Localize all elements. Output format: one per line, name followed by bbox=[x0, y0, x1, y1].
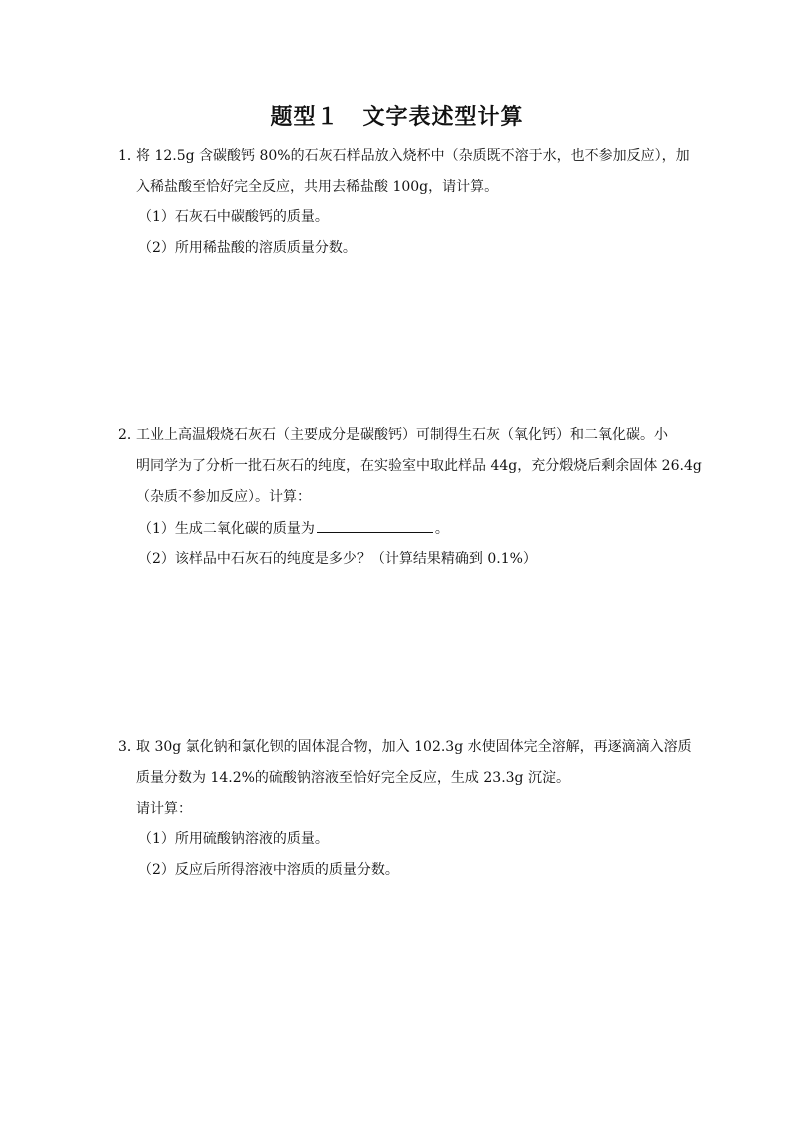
question-1-line-1: 将 12.5g 含碳酸钙 80%的石灰石样品放入烧杯中（杂质既不溶于水，也不参加反应），加 bbox=[136, 148, 690, 164]
question-1-sub-2: （2）所用稀盐酸的溶质质量分数。 bbox=[138, 240, 357, 256]
question-2-sub-1-suffix: 。 bbox=[434, 521, 449, 537]
question-1-sub-1: （1）石灰石中碳酸钙的质量。 bbox=[138, 209, 329, 225]
question-2-line-3: （杂质不参加反应）。计算： bbox=[136, 489, 311, 505]
question-1-number: 1． bbox=[118, 148, 141, 164]
question-3-sub-1: （1）所用硫酸钠溶液的质量。 bbox=[138, 831, 329, 847]
question-3-sub-2: （2）反应后所得溶液中溶质的质量分数。 bbox=[138, 862, 399, 878]
question-2-line-1: 工业上高温煅烧石灰石（主要成分是碳酸钙）可制得生石灰（氧化钙）和二氧化碳。小 bbox=[136, 427, 668, 443]
question-1-line-2: 入稀盐酸至恰好完全反应，共用去稀盐酸 100g，请计算。 bbox=[136, 179, 499, 195]
question-2-sub-2: （2）该样品中石灰石的纯度是多少？（计算结果精确到 0.1%） bbox=[138, 551, 537, 567]
question-3-number: 3． bbox=[118, 739, 141, 755]
question-3-line-3: 请计算： bbox=[136, 801, 192, 817]
question-2-sub-1-prefix: （1）生成二氧化碳的质量为 bbox=[138, 521, 315, 537]
answer-blank bbox=[317, 518, 433, 533]
question-3-line-2: 质量分数为 14.2%的硫酸钠溶液至恰好完全反应，生成 23.3g 沉淀。 bbox=[136, 770, 570, 786]
question-2-number: 2． bbox=[118, 427, 141, 443]
page-title: 题型１ 文字表述型计算 bbox=[270, 104, 524, 130]
question-3-line-1: 取 30g 氯化钠和氯化钡的固体混合物，加入 102.3g 水使固体完全溶解，再逐滴滴入溶质 bbox=[136, 739, 692, 755]
question-2-line-2: 明同学为了分析一批石灰石的纯度，在实验室中取此样品 44g，充分煅烧后剩余固体 26.4g bbox=[136, 458, 702, 474]
question-2-sub-1 bbox=[138, 518, 449, 539]
